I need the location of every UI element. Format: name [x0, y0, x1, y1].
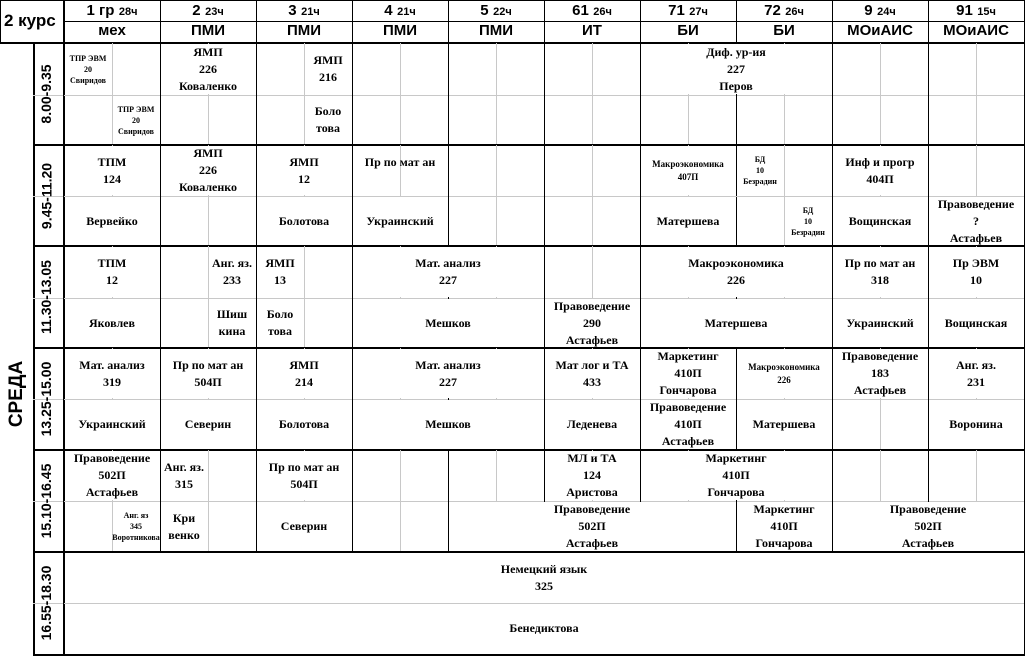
group-specialty: МОиАИС	[847, 22, 913, 39]
group-number-header	[256, 2, 352, 20]
lesson-cell: Болотова	[278, 417, 330, 431]
lesson-cell: Диф. ур-ия 227 Перов	[706, 44, 766, 93]
lesson-cell: Украинский	[366, 213, 434, 228]
grid-line	[160, 246, 161, 347]
group-number: 61	[572, 2, 589, 19]
lesson-cell: Украинский	[78, 417, 146, 431]
lesson-cell: Матершева	[752, 417, 816, 431]
group-specialty: ИТ	[582, 22, 602, 39]
lesson-cell: Бенедиктова	[509, 621, 579, 635]
lesson-cell: Мат лог и ТА 433	[555, 357, 629, 389]
group-specialty: МОиАИС	[943, 22, 1009, 39]
lesson-cell: Правоведение ? Астафьев	[937, 196, 1015, 245]
lesson-cell: Вощинская	[944, 315, 1008, 330]
lesson-cell: ЯМП 214	[289, 357, 319, 389]
lesson-cell: ТПР ЭВМ 20 Свиридов	[117, 104, 155, 136]
lesson-cell: ТПМ 124	[97, 154, 127, 186]
grid-line	[496, 43, 497, 144]
lesson-cell: ЯМП 226 Коваленко	[178, 44, 238, 93]
lesson-cell: Шиш кина	[216, 307, 248, 338]
grid-line	[400, 450, 401, 551]
lesson-cell: Вервейко	[86, 213, 138, 228]
grid-line	[0, 0, 1, 43]
grid-line	[832, 43, 833, 144]
group-hours: 26ч	[785, 6, 804, 18]
grid-line	[976, 43, 977, 144]
group-number: 91	[956, 2, 973, 19]
lesson-cell: ТПМ 12	[97, 256, 127, 287]
lesson-cell: Правоведение 502П Астафьев	[889, 502, 967, 550]
grid-line	[0, 42, 1025, 44]
lesson-cell: Мат. анализ 227	[415, 256, 481, 287]
lesson-cell: Украинский	[846, 315, 914, 330]
lesson-cell: Северин	[280, 519, 328, 533]
group-hours: 15ч	[977, 6, 996, 18]
grid-line	[256, 43, 257, 144]
lesson-cell: ТПР ЭВМ 20 Свиридов	[69, 53, 107, 85]
lesson-cell: ЯМП 216	[313, 53, 343, 84]
grid-line	[352, 43, 353, 144]
lesson-cell: Яковлев	[89, 315, 135, 330]
grid-line	[448, 43, 449, 144]
lesson-cell: ЯМП 12	[289, 154, 319, 186]
time-slot: 16.55-18.30	[38, 565, 54, 641]
lesson-cell: Макроэкономика 226	[748, 361, 820, 385]
lesson-cell: Пр по мат ан	[364, 154, 436, 169]
lesson-cell: Кри венко	[168, 510, 200, 542]
group-hours: 24ч	[877, 6, 896, 18]
group-specialty: БИ	[677, 22, 699, 39]
lesson-cell: Правоведение 502П Астафьев	[553, 502, 631, 550]
grid-line	[544, 145, 545, 245]
grid-line	[304, 246, 305, 347]
lesson-cell: Маркетинг 410П Гончарова	[657, 349, 719, 397]
lesson-cell: Маркетинг 410П Гончарова	[705, 451, 767, 499]
group-number-header	[736, 2, 832, 20]
group-hours: 22ч	[493, 6, 512, 18]
group-hours: 21ч	[397, 6, 416, 18]
grid-line	[880, 43, 881, 144]
group-hours: 21ч	[301, 6, 320, 18]
lesson-cell: Пр по мат ан 318	[844, 256, 916, 287]
grid-line	[208, 450, 209, 551]
grid-line	[544, 43, 545, 144]
grid-line	[448, 145, 449, 245]
grid-line	[592, 145, 593, 245]
group-number-header	[160, 2, 256, 20]
grid-line	[928, 43, 929, 144]
group-specialty: ПМИ	[478, 22, 514, 39]
lesson-cell: Мешков	[425, 315, 471, 330]
lesson-cell: Пр ЭВМ 10	[952, 256, 1000, 287]
time-slot: 11.30-13.05	[38, 260, 54, 334]
lesson-cell: Анг. яз 345 Воротникова	[112, 511, 160, 542]
group-number: 4	[384, 2, 393, 19]
group-number-header	[544, 2, 640, 20]
lesson-cell: Маркетинг 410П Гончарова	[753, 502, 815, 550]
group-number: 5	[480, 2, 489, 19]
time-slot: 9.45-11.20	[38, 162, 54, 229]
lesson-cell: ЯМП 13	[265, 256, 295, 287]
group-specialty: ПМИ	[190, 22, 226, 39]
lesson-cell: Леденева	[566, 417, 618, 431]
grid-line	[496, 145, 497, 245]
group-hours: 23ч	[205, 6, 224, 18]
group-hours: 27ч	[689, 6, 708, 18]
lesson-cell: Мат. анализ 227	[415, 357, 481, 389]
group-hours: 26ч	[593, 6, 612, 18]
lesson-cell: Мат. анализ 319	[79, 357, 145, 389]
group-number: 9	[864, 2, 873, 19]
grid-line	[33, 43, 35, 656]
lesson-cell: ЯМП 226 Коваленко	[178, 146, 238, 194]
group-number: 3	[288, 2, 297, 19]
lesson-cell: Анг. яз. 231	[956, 357, 996, 389]
lesson-cell: Вощинская	[848, 213, 912, 228]
grid-line	[0, 0, 1025, 1]
lesson-cell: Немецкий язык 325	[500, 561, 588, 593]
lesson-cell: БД 10 Безрадин	[791, 205, 825, 237]
lesson-cell: Воронина	[949, 417, 1003, 431]
lesson-cell: Пр по мат ан 504П	[268, 459, 340, 491]
group-number: 2	[192, 2, 201, 19]
lesson-cell: Пр по мат ан 504П	[172, 357, 244, 389]
grid-line	[592, 43, 593, 144]
grid-line	[400, 43, 401, 144]
lesson-cell: МЛ и ТА 124 Аристова	[566, 451, 618, 499]
lesson-cell: Матершева	[704, 315, 768, 330]
lesson-cell: Правоведение 183 Астафьев	[841, 349, 919, 397]
day-label: СРЕДА	[6, 360, 28, 428]
time-slot: 13.25-15.00	[38, 361, 54, 437]
course-label: 2 курс	[4, 11, 56, 30]
group-specialty: мех	[98, 22, 126, 39]
time-slot: 8.00-9.35	[38, 64, 54, 124]
lesson-cell: Северин	[184, 417, 232, 431]
group-number-header	[928, 2, 1024, 20]
group-number-header	[352, 2, 448, 20]
group-number-header	[640, 2, 736, 20]
group-number-header	[64, 2, 160, 20]
lesson-cell: Макроэкономика 226	[688, 256, 784, 287]
lesson-cell: Боло това	[314, 104, 342, 135]
group-number-header	[448, 2, 544, 20]
lesson-cell: Правоведение 410П Астафьев	[649, 400, 727, 448]
grid-line	[352, 450, 353, 551]
lesson-cell: Инф и прогр 404П	[845, 154, 915, 186]
group-number: 72	[764, 2, 781, 19]
group-hours: 28ч	[118, 6, 138, 18]
lesson-cell: Болотова	[278, 213, 330, 228]
group-number: 1 гр	[86, 2, 115, 19]
lesson-cell: Боло това	[266, 307, 294, 338]
lesson-cell: Анг. яз. 315	[164, 459, 204, 491]
lesson-cell: Правоведение 290 Астафьев	[553, 298, 631, 347]
group-number: 71	[668, 2, 685, 19]
group-number-header	[832, 2, 928, 20]
group-specialty: ПМИ	[286, 22, 322, 39]
group-specialty: ПМИ	[382, 22, 418, 39]
lesson-cell: Правоведение 502П Астафьев	[73, 451, 151, 499]
lesson-cell: Мешков	[425, 417, 471, 431]
lesson-cell: Макроэкономика 407П	[652, 158, 724, 182]
time-slot: 15.10-16.45	[38, 463, 54, 539]
lesson-cell: Анг. яз. 233	[212, 256, 252, 287]
group-specialty: БИ	[773, 22, 795, 39]
lesson-cell: БД 10 Безрадин	[743, 155, 777, 186]
lesson-cell: Матершева	[656, 213, 720, 228]
